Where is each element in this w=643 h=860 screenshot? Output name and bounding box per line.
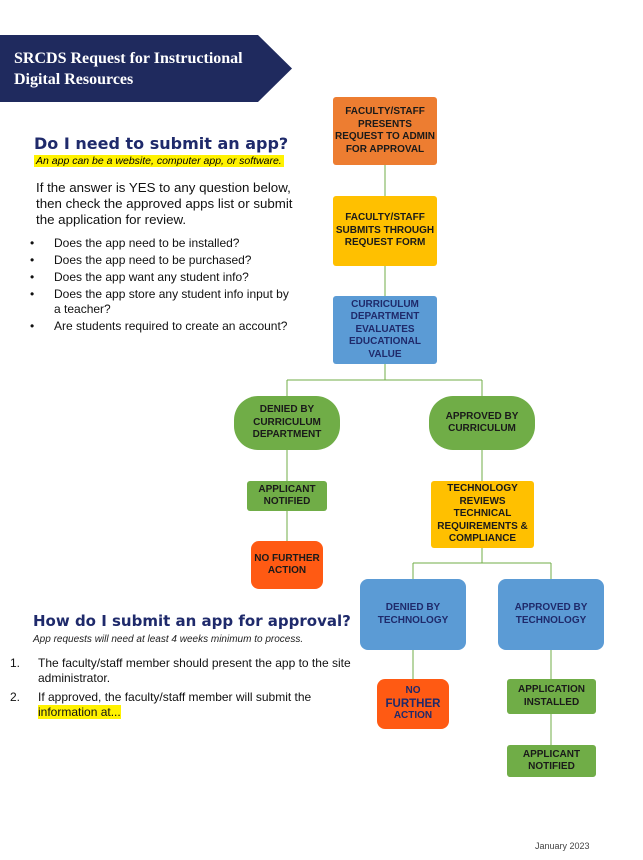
denied-curriculum-box: DENIED BY CURRICULUM DEPARTMENT (234, 396, 340, 450)
no-further-line: NO (405, 685, 421, 697)
question-item: • Does the app want any student info? (28, 270, 298, 285)
presents-request-box: FACULTY/STAFF PRESENTS REQUEST TO ADMIN FOR APPROVAL (333, 97, 437, 165)
section1-title: Do I need to submit an app? (34, 134, 289, 153)
question-item: • Does the app store any student info input by a teacher? (28, 287, 298, 317)
question-item: • Are students required to create an account? (28, 319, 298, 334)
denied-technology-box: DENIED BY TECHNOLOGY (360, 579, 466, 650)
curriculum-evaluates-box: CURRICULUM DEPARTMENT EVALUATES EDUCATIONAL VALUE (333, 296, 437, 364)
application-installed-box: APPLICATION INSTALLED (507, 679, 596, 714)
question-item: • Does the app need to be installed? (28, 236, 298, 251)
step-highlight-text: information at... (38, 705, 121, 719)
section1-subtitle: An app can be a website, computer app, or software. (36, 155, 282, 167)
question-item: • Does the app need to be purchased? (28, 253, 298, 268)
approved-curriculum-box: APPROVED BY CURRICULUM (429, 396, 535, 450)
step-text: If approved, the faculty/staff member will submit the (38, 690, 312, 704)
approved-technology-box: APPROVED BY TECHNOLOGY (498, 579, 604, 650)
technology-reviews-box: TECHNOLOGY REVIEWS TECHNICAL REQUIREMENTS & COMPLIANCE (431, 481, 534, 548)
step-number: 1. (10, 656, 21, 670)
no-further-line: ACTION (393, 710, 433, 722)
no-further-line: FURTHER (385, 697, 441, 710)
section2-title: How do I submit an app for approval? (33, 612, 351, 630)
applicant-notified-box-2: APPLICANT NOTIFIED (507, 745, 596, 777)
no-further-action-box: NO FURTHER ACTION (251, 541, 323, 589)
section2-note: App requests will need at least 4 weeks minimum to process. (33, 634, 304, 645)
no-further-action-box-2 (377, 679, 449, 729)
applicant-notified-box: APPLICANT NOTIFIED (247, 481, 327, 511)
step-number: 2. (10, 690, 21, 704)
section1-intro: If the answer is YES to any question below, then check the approved apps list or submit the application for review. (36, 180, 293, 227)
footer-date: January 2023 (535, 841, 590, 851)
page-title: SRCDS Request for Instructional Digital Resources (14, 50, 243, 88)
submits-form-box: FACULTY/STAFF SUBMITS THROUGH REQUEST FORM (333, 196, 437, 266)
step-text: The faculty/staff member should present the app to the site administrator. (38, 656, 351, 685)
